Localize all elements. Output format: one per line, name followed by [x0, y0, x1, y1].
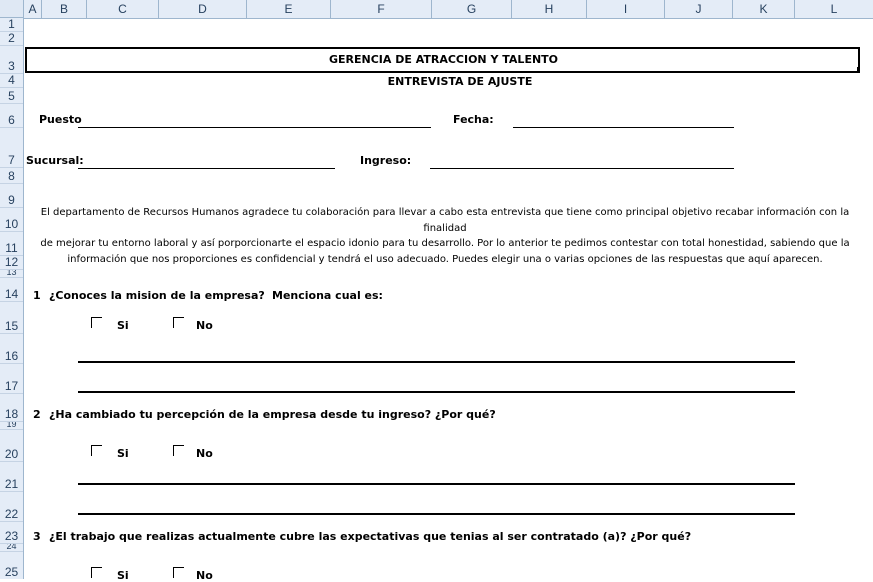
row-header-5[interactable]: 5: [0, 88, 23, 104]
row-header-18[interactable]: 18: [0, 394, 23, 422]
row-header-10[interactable]: 10: [0, 208, 23, 232]
question-1-text: ¿Conoces la mision de la empresa?: [49, 289, 265, 302]
q2-si-checkbox[interactable]: [91, 445, 102, 456]
row-header-2[interactable]: 2: [0, 32, 23, 46]
ingreso-field[interactable]: [430, 168, 734, 169]
row-header-13[interactable]: 13: [0, 270, 23, 278]
q1-answer-line-1[interactable]: [78, 361, 795, 363]
column-header-i[interactable]: I: [587, 0, 665, 18]
row-header-21[interactable]: 21: [0, 462, 23, 492]
q3-si-label: Si: [117, 569, 129, 582]
column-header-d[interactable]: D: [159, 0, 247, 18]
puesto-label: Puesto: [39, 113, 82, 126]
row-header-12[interactable]: 12: [0, 256, 23, 270]
column-header-j[interactable]: J: [665, 0, 733, 18]
sucursal-field[interactable]: [78, 168, 335, 169]
column-header-h[interactable]: H: [512, 0, 587, 18]
row-header-25[interactable]: 25: [4, 565, 19, 579]
form-title: GERENCIA DE ATRACCION Y TALENTO: [328, 53, 559, 66]
q2-no-label: No: [196, 447, 213, 460]
row-header-4[interactable]: 4: [0, 74, 23, 88]
row-header-15[interactable]: 15: [0, 302, 23, 334]
select-all-corner[interactable]: [0, 0, 24, 18]
q2-answer-line-2[interactable]: [78, 513, 795, 515]
row-header-8[interactable]: 8: [0, 168, 23, 184]
row-header-14[interactable]: 14: [0, 278, 23, 302]
fecha-field[interactable]: [513, 127, 734, 128]
column-header-f[interactable]: F: [331, 0, 432, 18]
form-subtitle: ENTREVISTA DE AJUSTE: [387, 75, 533, 88]
fecha-label: Fecha:: [453, 113, 494, 126]
column-header-k[interactable]: K: [733, 0, 795, 18]
column-header-b[interactable]: B: [42, 0, 87, 18]
intro-line-1: El departamento de Recursos Humanos agradece tu colaboración para llevar a cabo esta entrevista que tiene como principal objetivo recabar información con la finalidad: [40, 207, 850, 234]
row-header-23[interactable]: 23: [0, 522, 23, 544]
column-header-e[interactable]: E: [247, 0, 331, 18]
row-header-3[interactable]: 3: [0, 46, 23, 74]
row-header-22[interactable]: 22: [0, 492, 23, 522]
column-header-g[interactable]: G: [432, 0, 512, 18]
intro-paragraph: [25, 205, 865, 267]
q2-answer-line-1[interactable]: [78, 483, 795, 485]
q1-si-checkbox[interactable]: [91, 317, 102, 328]
row-header-17[interactable]: 17: [0, 364, 23, 394]
q1-answer-line-2[interactable]: [78, 391, 795, 393]
intro-line-3: información que nos proporciones es confidencial y tendrá el uso adecuado. Puedes elegir una o varias opciones de las respuestas que aquí aparecen.: [67, 253, 823, 265]
column-header-a[interactable]: A: [24, 0, 42, 18]
row-header-24[interactable]: 24: [0, 544, 23, 552]
puesto-field[interactable]: [78, 127, 431, 128]
row-header-9[interactable]: 9: [0, 184, 23, 208]
column-header-c[interactable]: C: [87, 0, 159, 18]
intro-line-2: de mejorar tu entorno laboral y así porporcionarte el espacio idonio para tu desarrollo. Por lo anterior te pedimos contestar con total honestidad, sabiendo que la: [40, 238, 850, 249]
question-2-number: 2: [33, 408, 41, 421]
question-3-number: 3: [33, 530, 41, 543]
row-header-7[interactable]: 7: [0, 128, 23, 168]
row-header-20[interactable]: 20: [0, 430, 23, 462]
question-1-extra: Menciona cual es:: [272, 289, 383, 302]
row-header-1[interactable]: 1: [0, 18, 23, 32]
ingreso-label: Ingreso:: [360, 154, 412, 167]
column-header-l[interactable]: L: [830, 2, 838, 16]
row-header-6[interactable]: 6: [0, 104, 23, 128]
row-header-11[interactable]: 11: [0, 232, 23, 256]
row-header-16[interactable]: 16: [0, 334, 23, 364]
q3-no-checkbox[interactable]: [173, 567, 184, 578]
q2-si-label: Si: [117, 447, 129, 460]
q1-si-label: Si: [117, 319, 129, 332]
question-2-text: ¿Ha cambiado tu percepción de la empresa desde tu ingreso? ¿Por qué?: [49, 408, 496, 421]
question-1-number: 1: [33, 289, 41, 302]
q2-no-checkbox[interactable]: [173, 445, 184, 456]
q1-no-label: No: [196, 319, 213, 332]
sucursal-label: Sucursal:: [26, 154, 84, 167]
question-3-text: ¿El trabajo que realizas actualmente cubre las expectativas que tenias al ser contratado (a)? ¿Por qué?: [49, 530, 692, 543]
q3-si-checkbox[interactable]: [91, 567, 102, 578]
row-header-19[interactable]: 19: [0, 422, 23, 430]
q3-no-label: No: [196, 569, 213, 582]
q1-no-checkbox[interactable]: [173, 317, 184, 328]
